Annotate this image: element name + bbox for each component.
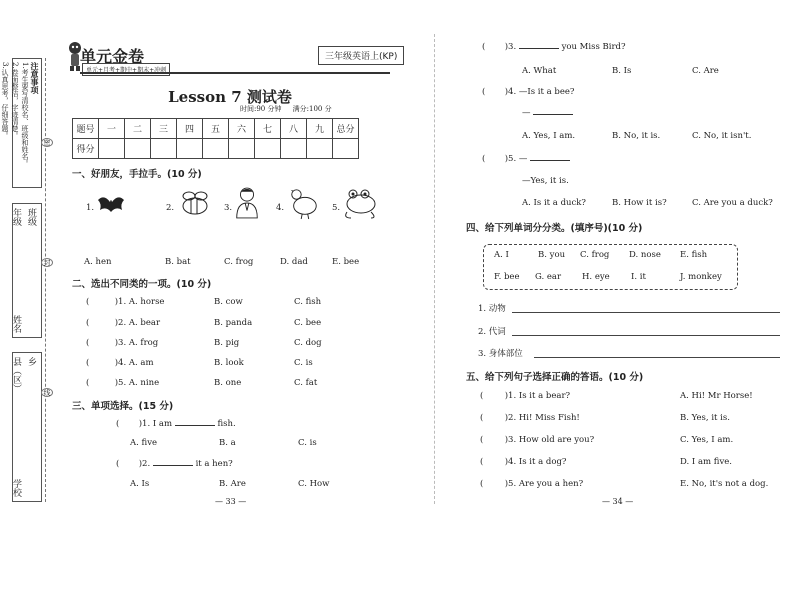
answer-paren[interactable]: ( [480,413,484,423]
page-divider [434,34,435,504]
question-number: )3. [504,435,517,445]
question-text: Are you a hen? [518,479,584,489]
option-b: B. panda [214,318,253,328]
match-option: C. frog [224,257,254,267]
seal-char: 线 [43,389,51,396]
category-answer-line[interactable] [512,301,780,313]
option-c: C. bee [294,318,322,328]
category-answer-line[interactable] [512,324,780,336]
answer-paren[interactable]: ( [482,42,486,52]
answer-option: E. No, it's not a dog. [680,479,769,489]
category-label: 2. 代词 [478,327,506,337]
match-option: D. dad [280,257,308,267]
option-c: C. No, it isn't. [692,131,752,141]
binding-sidebar [1,58,51,502]
option-b: B. No, it is. [612,131,661,141]
brand-title: 单元金卷 [80,47,145,66]
category-label: 3. 身体部位 [478,349,523,359]
match-row [480,479,583,489]
section-4-title: 四、给下列单词分分类。(填序号)(10 分) [466,223,643,234]
question-number: )5. [504,479,517,489]
question-row [482,154,570,164]
question-number: )3. [504,42,517,52]
dialog-line [522,108,573,118]
option-a: A. Is [130,479,150,489]
category-answer-line[interactable] [534,346,780,358]
score-table-header-row [73,119,359,139]
section-2-title: 二、选出不同类的一项。(10 分) [72,279,212,290]
score-cell[interactable] [229,139,255,159]
question-number: )4. [504,87,517,97]
option-b: B. Are [219,479,246,489]
question-text: it a hen? [195,459,233,469]
question-row [86,318,386,328]
dad-icon [233,185,261,224]
match-row [480,435,594,445]
match-row [480,391,570,401]
grade-label: 年级 [11,208,21,226]
picture-number: 2. [166,203,175,213]
question-text: you Miss Bird? [561,42,626,52]
notice-line: 2.卷面整洁，字迹清楚。 [11,62,19,139]
page-title: Lesson 7 测试卷 [168,88,292,106]
question-number: )1. [114,297,127,307]
notice-line: 3.认真思考，仔细答题。 [1,62,9,139]
option-b: B. How it is? [612,198,667,208]
option-b: B. pig [214,338,240,348]
test-meta [240,104,332,114]
question-text: fish. [217,419,236,429]
score-header-cell: 题号 [73,119,99,139]
bee-icon [175,188,215,221]
blank-line[interactable] [153,465,193,466]
header-rule [80,72,390,74]
answer-option: C. Yes, I am. [680,435,734,445]
score-header-cell: 九 [307,119,333,139]
question-text: I am [152,419,173,429]
grade-book-label: 三年级英语上(KP) [318,46,404,65]
question-number: )1. [504,391,517,401]
option-b: B. one [214,378,242,388]
question-number: )4. [114,358,127,368]
question-number: )2. [138,459,151,469]
word-option: E. fish [680,250,708,260]
question-text: Hi! Miss Fish! [518,413,580,423]
word-option: J. monkey [680,272,722,282]
blank-line[interactable] [175,425,215,426]
picture-number: 3. [224,203,233,213]
county-label: 县（区） [11,357,21,393]
word-option: H. eye [582,272,610,282]
township-label: 乡 [26,357,36,366]
option-c: C. fat [294,378,318,388]
match-row [480,413,580,423]
question-number: )4. [504,457,517,467]
school-label: 学校 [11,479,21,497]
option-b: B. cow [214,297,243,307]
option-b: B. Is [612,66,632,76]
seal-line [45,58,46,502]
score-cell[interactable] [177,139,203,159]
option-c: C. Are [692,66,719,76]
score-cell[interactable] [151,139,177,159]
answer-paren[interactable]: ( [86,297,90,307]
question-text: Is it a bear? [518,391,571,401]
score-header-cell: 三 [151,119,177,139]
score-header-cell: 五 [203,119,229,139]
question-number: )2. [114,318,127,328]
page-number-left: — 33 — [215,497,247,506]
score-header-cell: 二 [125,119,151,139]
answer-paren[interactable]: ( [86,338,90,348]
question-row [86,338,386,348]
section-1-title: 一、好朋友，手拉手。(10 分) [72,169,202,180]
match-option: B. bat [165,257,191,267]
score-header-cell: 六 [229,119,255,139]
question-row [86,297,386,307]
answer-option: A. Hi! Mr Horse! [680,391,753,401]
dialog-dash: — [518,154,528,164]
option-c: C. How [298,479,330,489]
name-label: 姓名 [11,315,21,333]
word-option: C. frog [580,250,610,260]
score-header-cell: 一 [99,119,125,139]
score-header-cell: 四 [177,119,203,139]
frog-icon [341,186,381,223]
class-name-box [12,203,42,338]
match-option: A. hen [84,257,112,267]
question-text: —Is it a bee? [518,87,575,97]
page-number-right: — 34 — [602,497,634,506]
option-a: A. five [130,438,158,448]
class-label: 班级 [26,208,36,226]
question-number: )3. [114,338,127,348]
score-cell[interactable] [307,139,333,159]
score-header-cell: 七 [255,119,281,139]
option-c: C. is [298,438,317,448]
category-label: 1. 动物 [478,304,506,314]
blank-line[interactable] [530,160,570,161]
score-cell[interactable] [99,139,125,159]
dialog-line: —Yes, it is. [522,176,569,186]
option-c: C. Are you a duck? [692,198,773,208]
question-row [116,419,236,429]
answer-option: D. I am five. [680,457,733,467]
answer-paren[interactable]: ( [116,419,120,429]
score-cell[interactable] [333,139,359,159]
word-option: A. I [494,250,509,260]
answer-paren[interactable]: ( [482,87,486,97]
brand-subtitle: 单元+月考+期中+期末+冲刺 [82,63,170,76]
option-a: A. am [128,358,154,368]
answer-paren[interactable]: ( [86,318,90,328]
picture-number: 5. [332,203,341,213]
notice-line: 1.考生要写清校名、班级和姓名。 [21,62,29,167]
bat-icon [96,190,126,221]
word-option: I. it [631,272,646,282]
score-table-row [73,139,359,159]
school-box [12,352,42,502]
question-number: )2. [504,413,517,423]
score-row-label: 得分 [73,139,99,159]
question-number: )1. [138,419,151,429]
score-header-cell: 八 [281,119,307,139]
match-row [480,457,566,467]
word-option: D. nose [629,250,661,260]
option-b: B. look [214,358,244,368]
full-score: 满分:100 分 [292,105,332,113]
answer-paren[interactable]: ( [86,358,90,368]
option-a: A. Yes, I am. [522,131,576,141]
blank-line[interactable] [533,114,573,115]
notice-label: 注意事项 [30,62,40,94]
notice-box [1,58,42,188]
option-c: C. fish [294,297,322,307]
word-option: F. bee [494,272,520,282]
option-a: A. horse [128,297,165,307]
question-number: )5. [114,378,127,388]
dialog-dash: — [522,108,531,118]
answer-paren[interactable]: ( [480,457,484,467]
blank-line[interactable] [519,48,559,49]
score-header-cell: 总分 [333,119,359,139]
score-cell[interactable] [281,139,307,159]
seal-char: 封 [43,259,51,266]
question-row [86,358,386,368]
answer-paren[interactable]: ( [480,435,484,445]
question-text: Is it a dog? [518,457,567,467]
question-row [482,42,626,52]
time-limit: 时间:90 分钟 [240,105,282,113]
answer-paren[interactable]: ( [480,479,484,489]
option-c: C. is [294,358,313,368]
score-table [72,118,359,159]
word-option: B. you [538,250,566,260]
option-b: B. a [219,438,236,448]
match-option: E. bee [332,257,360,267]
question-row [116,459,233,469]
score-cell[interactable] [255,139,281,159]
question-row [482,87,574,97]
picture-number: 4. [276,203,285,213]
section-3-title: 三、单项选择。(15 分) [72,401,174,412]
answer-paren[interactable]: ( [482,154,486,164]
question-row [86,378,386,388]
option-c: C. dog [294,338,322,348]
score-cell[interactable] [203,139,229,159]
option-a: A. frog [128,338,159,348]
answer-paren[interactable]: ( [116,459,120,469]
answer-paren[interactable]: ( [480,391,484,401]
score-cell[interactable] [125,139,151,159]
answer-paren[interactable]: ( [86,378,90,388]
option-a: A. nine [128,378,160,388]
seal-char: 密 [43,139,51,146]
option-a: A. Is it a duck? [522,198,586,208]
word-option: G. ear [535,272,562,282]
question-number: )5. [504,154,517,164]
section-5-title: 五、给下列句子选择正确的答语。(10 分) [466,372,644,383]
answer-option: B. Yes, it is. [680,413,730,423]
option-a: A. What [522,66,557,76]
picture-number: 1. [86,203,95,213]
question-text: How old are you? [518,435,595,445]
option-a: A. bear [128,318,161,328]
hen-icon [288,186,320,223]
